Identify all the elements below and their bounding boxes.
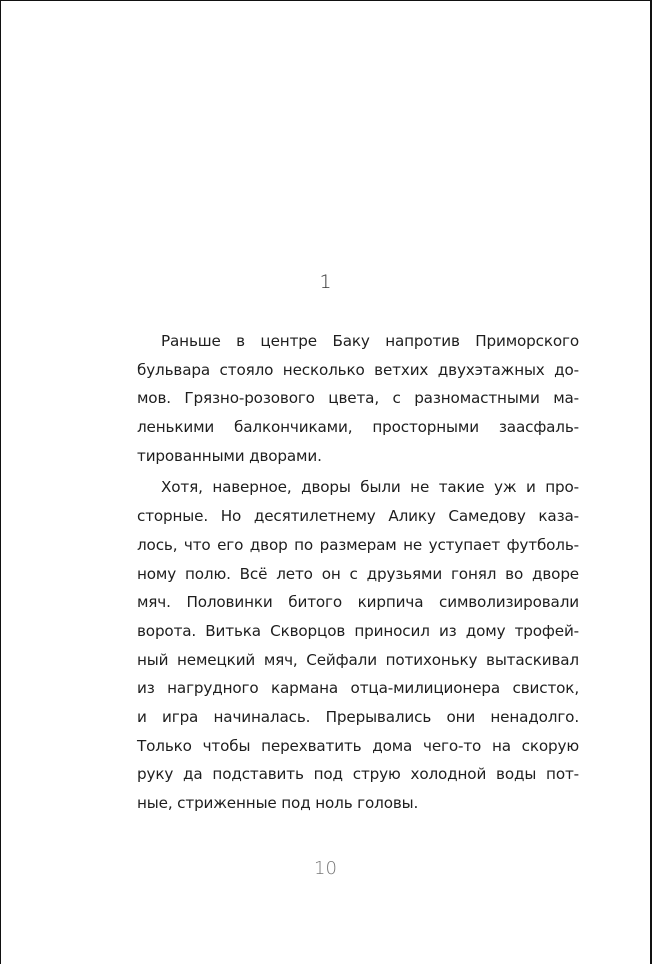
text-line: руку да подставить под струю холодной воды пот- <box>137 765 579 784</box>
text-line: мяч. Половинки битого кирпича символизировали <box>137 593 579 612</box>
page-number: 10 <box>314 858 337 879</box>
text-line: Хотя, наверное, дворы были не такие уж и про- <box>161 478 579 497</box>
text-line: и игра начиналась. Прерывались они ненадолго. <box>137 707 579 726</box>
chapter-text <box>137 327 579 818</box>
text-line: из нагрудного кармана отца-милиционера свисток, <box>137 679 579 698</box>
text-line: сторные. Но десятилетнему Алику Самедову каза- <box>137 507 579 526</box>
text-line: ные, стриженные под ноль головы. <box>137 794 419 812</box>
text-line: ный немецкий мяч, Сейфали потихоньку вытаскивал <box>137 650 579 669</box>
text-line: бульвара стояло несколько ветхих двухэтажных до- <box>137 360 579 379</box>
text-line: Только чтобы перехватить дома чего-то на скорую <box>137 736 579 755</box>
text-line: ворота. Витька Скворцов приносил из дому трофей- <box>137 621 579 640</box>
text-line: тированными дворами. <box>137 446 322 465</box>
text-line: мов. Грязно-розового цвета, с разномастными ма- <box>137 389 579 408</box>
chapter-number: 1 <box>319 271 332 293</box>
text-line: ленькими балкончиками, просторными заасфаль- <box>137 418 579 437</box>
text-line: ному полю. Всё лето он с друзьями гонял во дворе <box>137 564 579 583</box>
text-line: лось, что его двор по размерам не уступает футболь- <box>137 535 579 554</box>
text-line: Раньше в центре Баку напротив Приморского <box>161 332 579 350</box>
